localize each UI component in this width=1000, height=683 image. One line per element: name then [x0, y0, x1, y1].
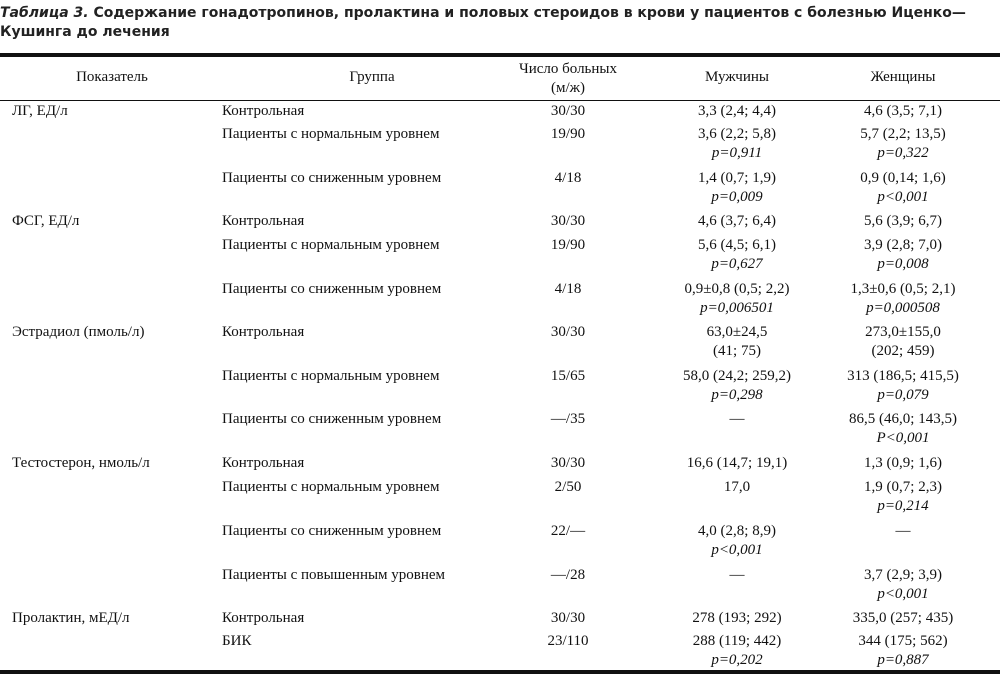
- row-indicator-value: Тестостерон, нмоль/л: [12, 455, 150, 471]
- row-women: [818, 102, 988, 121]
- row-women-value: 86,5 (46,0; 143,5): [849, 411, 957, 427]
- row-men: [652, 125, 822, 163]
- row-count-value: 4/18: [554, 281, 582, 297]
- row-women-value: 273,0±155,0: [865, 324, 941, 340]
- caption-label: Таблица 3.: [0, 5, 89, 21]
- row-men: [652, 478, 822, 497]
- row-men-value: 17,0: [723, 479, 751, 495]
- row-men-value: 1,4 (0,7; 1,9): [698, 170, 776, 186]
- row-men: [652, 410, 822, 429]
- row-group-value: Пациенты со сниженным уровнем: [222, 411, 442, 427]
- row-count-value: —/35: [550, 411, 586, 427]
- row-group: [222, 410, 441, 429]
- row-count: [503, 478, 633, 497]
- row-women-value: 335,0 (257; 435): [852, 610, 954, 626]
- row-count-value: 4/18: [554, 170, 582, 186]
- row-count: [503, 323, 633, 342]
- row-count-value: —/28: [550, 567, 586, 583]
- row-women: [818, 478, 988, 516]
- row-men-value: —: [729, 411, 745, 427]
- row-women-value: 5,6 (3,9; 6,7): [864, 213, 942, 229]
- row-group-value: Пациенты с нормальным уровнем: [222, 237, 440, 253]
- row-women: [818, 522, 988, 541]
- row-men-value: 4,0 (2,8; 8,9): [698, 523, 776, 539]
- row-group-value: Пациенты с нормальным уровнем: [222, 368, 440, 384]
- row-men: [652, 522, 822, 560]
- row-men: [652, 566, 822, 585]
- row-group-value: Пациенты со сниженным уровнем: [222, 281, 442, 297]
- header-men: Мужчины: [705, 69, 769, 85]
- row-men-value: 3,3 (2,4; 4,4): [698, 103, 776, 119]
- row-men-value: 5,6 (4,5; 6,1): [698, 237, 776, 253]
- row-group: [222, 609, 304, 628]
- row-group-value: Контрольная: [222, 213, 305, 229]
- row-indicator: [12, 454, 150, 473]
- row-group-value: Пациенты с нормальным уровнем: [222, 479, 440, 495]
- row-count-value: 19/90: [550, 126, 586, 142]
- row-group-value: Контрольная: [222, 455, 305, 471]
- row-count: [503, 410, 633, 429]
- row-men: [652, 323, 822, 361]
- row-men: [652, 454, 822, 473]
- row-women-p-value: p=0,079: [877, 387, 929, 403]
- row-group: [222, 323, 304, 342]
- row-count-value: 30/30: [550, 324, 586, 340]
- row-indicator-value: ФСГ, ЕД/л: [12, 213, 80, 229]
- row-count: [503, 125, 633, 144]
- row-men-p-value: p=0,627: [711, 256, 763, 272]
- top-rule: [0, 53, 1000, 57]
- row-women-value: 1,3 (0,9; 1,6): [864, 455, 942, 471]
- row-indicator: [12, 102, 68, 121]
- row-count-value: 2/50: [554, 479, 582, 495]
- row-group: [222, 566, 445, 585]
- row-women: [818, 125, 988, 163]
- row-group-value: Контрольная: [222, 103, 305, 119]
- row-men: [652, 102, 822, 121]
- row-women: [818, 169, 988, 207]
- header-rule: [0, 100, 1000, 101]
- row-group: [222, 280, 441, 299]
- row-women-p-value: p=0,008: [877, 256, 929, 272]
- row-count-value: 30/30: [550, 103, 586, 119]
- row-group: [222, 169, 441, 188]
- row-count: [503, 609, 633, 628]
- row-men: [652, 280, 822, 318]
- row-count: [503, 169, 633, 188]
- header-count-line2: (м/ж): [550, 80, 585, 96]
- row-women-p-value: p=0,887: [877, 652, 929, 668]
- row-women: [818, 212, 988, 231]
- row-women-value: 3,9 (2,8; 7,0): [864, 237, 942, 253]
- row-women-p-value: P<0,001: [876, 430, 930, 446]
- row-men-value: 278 (193; 292): [692, 610, 782, 626]
- row-group-value: БИК: [222, 633, 252, 649]
- row-men-p-value: p=0,911: [711, 145, 763, 161]
- header-group: Группа: [349, 69, 395, 85]
- row-count-value: 30/30: [550, 213, 586, 229]
- row-women-p-value: p=0,000508: [866, 300, 940, 316]
- row-women-value: 0,9 (0,14; 1,6): [860, 170, 946, 186]
- row-women-value: 4,6 (3,5; 7,1): [864, 103, 942, 119]
- row-count: [503, 280, 633, 299]
- row-men: [652, 169, 822, 207]
- row-men-value: 3,6 (2,2; 5,8): [698, 126, 776, 142]
- row-men-value: 0,9±0,8 (0,5; 2,2): [684, 281, 790, 297]
- row-men: [652, 236, 822, 274]
- row-count: [503, 367, 633, 386]
- row-men: [652, 609, 822, 628]
- row-women: [818, 566, 988, 604]
- row-women-value: 1,3±0,6 (0,5; 2,1): [850, 281, 956, 297]
- row-women-p-value: p=0,322: [877, 145, 929, 161]
- row-men-value: 4,6 (3,7; 6,4): [698, 213, 776, 229]
- row-men-p-value: p=0,202: [711, 652, 763, 668]
- row-women-p-value: p<0,001: [877, 189, 929, 205]
- row-women-p-value: p<0,001: [877, 586, 929, 602]
- row-group-value: Пациенты с нормальным уровнем: [222, 126, 440, 142]
- row-group: [222, 454, 304, 473]
- row-men-value: 58,0 (24,2; 259,2): [683, 368, 791, 384]
- row-indicator: [12, 212, 79, 231]
- row-count-value: 15/65: [550, 368, 586, 384]
- row-women: [818, 367, 988, 405]
- row-count: [503, 236, 633, 255]
- row-women: [818, 410, 988, 448]
- row-men-value: —: [729, 567, 745, 583]
- row-count-value: 19/90: [550, 237, 586, 253]
- row-indicator: [12, 323, 144, 342]
- row-count-value: 30/30: [550, 455, 586, 471]
- row-group: [222, 367, 439, 386]
- row-group-value: Пациенты со сниженным уровнем: [222, 523, 442, 539]
- row-group: [222, 212, 304, 231]
- row-women-value: 344 (175; 562): [858, 633, 948, 649]
- row-men-p-value: p=0,006501: [700, 300, 774, 316]
- row-indicator-value: Эстрадиол (пмоль/л): [12, 324, 145, 340]
- row-men-p-value: (41; 75): [713, 343, 761, 359]
- caption-text: Содержание гонадотропинов, пролактина и половых стероидов в крови у пациентов с болезнью Иценко—Кушинга до лечения: [0, 5, 966, 40]
- row-men: [652, 632, 822, 670]
- row-indicator-value: Пролактин, мЕД/л: [12, 610, 130, 626]
- row-group-value: Пациенты с повышенным уровнем: [222, 567, 446, 583]
- row-women: [818, 323, 988, 361]
- row-group: [222, 632, 251, 651]
- row-count: [503, 566, 633, 585]
- row-men: [652, 212, 822, 231]
- row-women: [818, 280, 988, 318]
- row-count: [503, 522, 633, 541]
- row-count: [503, 102, 633, 121]
- row-women-p-value: p=0,214: [877, 498, 929, 514]
- row-men-value: 16,6 (14,7; 19,1): [686, 455, 788, 471]
- header-indicator: Показатель: [76, 69, 148, 85]
- row-women-value: 3,7 (2,9; 3,9): [864, 567, 942, 583]
- row-group: [222, 236, 439, 255]
- row-men-p-value: p<0,001: [711, 542, 763, 558]
- header-count-line1: Число больных: [518, 61, 618, 77]
- row-group-value: Пациенты со сниженным уровнем: [222, 170, 442, 186]
- row-group: [222, 478, 439, 497]
- header-women: Женщины: [870, 69, 936, 85]
- header-count: [503, 60, 633, 98]
- row-women-value: —: [895, 523, 911, 539]
- row-count: [503, 212, 633, 231]
- row-count: [503, 454, 633, 473]
- row-women-p-value: (202; 459): [871, 343, 935, 359]
- row-men-value: 288 (119; 442): [692, 633, 782, 649]
- bottom-rule: [0, 670, 1000, 674]
- row-group: [222, 102, 304, 121]
- row-count-value: 23/110: [547, 633, 589, 649]
- row-group-value: Контрольная: [222, 324, 305, 340]
- row-women: [818, 609, 988, 628]
- row-women: [818, 454, 988, 473]
- row-indicator: [12, 609, 130, 628]
- row-indicator-value: ЛГ, ЕД/л: [12, 103, 68, 119]
- row-men-value: 63,0±24,5: [706, 324, 768, 340]
- row-women-value: 5,7 (2,2; 13,5): [860, 126, 946, 142]
- row-women: [818, 236, 988, 274]
- row-women-value: 1,9 (0,7; 2,3): [864, 479, 942, 495]
- row-count-value: 22/—: [550, 523, 586, 539]
- row-count-value: 30/30: [550, 610, 586, 626]
- table-caption: [0, 4, 1000, 42]
- row-group: [222, 522, 441, 541]
- row-women: [818, 632, 988, 670]
- row-men-p-value: p=0,298: [711, 387, 763, 403]
- row-group-value: Контрольная: [222, 610, 305, 626]
- row-group: [222, 125, 439, 144]
- row-men: [652, 367, 822, 405]
- row-men-p-value: p=0,009: [711, 189, 763, 205]
- row-women-value: 313 (186,5; 415,5): [847, 368, 959, 384]
- row-count: [503, 632, 633, 651]
